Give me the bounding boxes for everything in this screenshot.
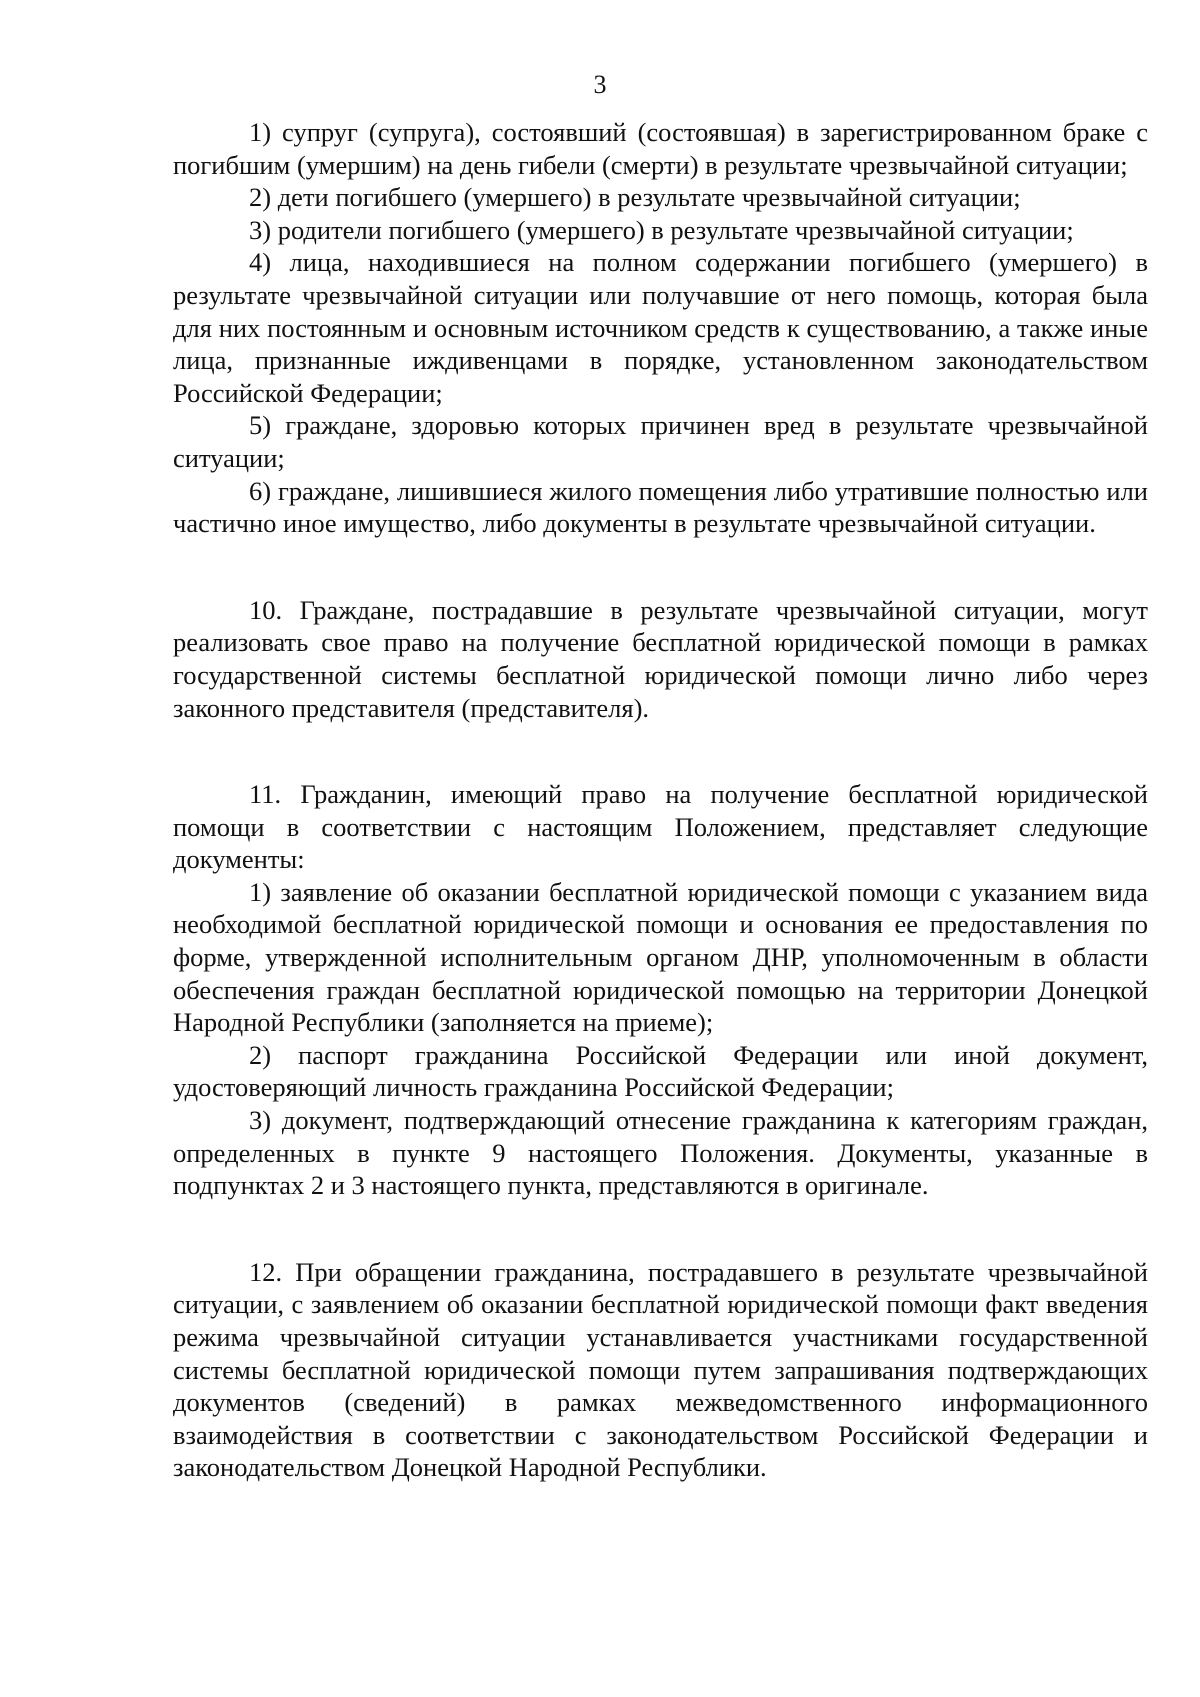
list-item-injured-citizens: 5) граждане, здоровью которых причинен вред в результате чрезвычайной ситуации; (173, 410, 1148, 473)
list-item-spouse: 1) супруг (супруга), состоявший (состоявшая) в зарегистрированном браке с погибшим (умершим) на день гибели (смерти) в результате чрезвычайной ситуации; (173, 117, 1148, 180)
list-item-application: 1) заявление об оказании бесплатной юридической помощи с указанием вида необходимой бесплатной юридической помощи и основания ее предоставления по форме, утвержденной исполнительным органом ДНР, уполномоченным в области обеспечения граждан бесплатной юридической помощью на территории Донецкой Народной Республики (заполняется на приеме); (173, 876, 1148, 1038)
list-item-lost-property: 6) граждане, лишившиеся жилого помещения либо утратившие полностью или частично иное имущество, либо документы в результате чрезвычайной ситуации. (173, 475, 1148, 539)
paragraph-gap (173, 540, 1148, 594)
list-item-dependents: 4) лица, находившиеся на полном содержании погибшего (умершего) в результате чрезвычайной ситуации или получавшие от него помощь, которая была для них постоянным и основным источником средств к существованию, а также иные лица, признанные иждивенцами в порядке, установленном законодательством Российской Федерации; (173, 247, 1148, 408)
list-item-parents: 3) родители погибшего (умершего) в результате чрезвычайной ситуации; (249, 214, 1074, 245)
list-item-category-document: 3) документ, подтверждающий отнесение гражданина к категориям граждан, определенных в пункте 9 настоящего Положения. Документы, указанные в подпунктах 2 и 3 настоящего пункта, представляются в оригинале. (173, 1105, 1148, 1201)
clause-12: 12. При обращении гражданина, пострадавшего в результате чрезвычайной ситуации, с заявлением об оказании бесплатной юридической помощи факт введения режима чрезвычайной ситуации устанавливается участниками государственной системы бесплатной юридической помощи путем запрашивания подтверждающих документов (сведений) в рамках межведомственного информационного взаимодействия в соответствии с законодательством Российской Федерации и законодательством Донецкой Народной Республики. (173, 1256, 1148, 1483)
paragraph-gap (173, 1202, 1148, 1256)
list-item-passport: 2) паспорт гражданина Российской Федерации или иной документ, удостоверяющий личность гражданина Российской Федерации; (173, 1039, 1148, 1103)
clause-11: 11. Гражданин, имеющий право на получение бесплатной юридической помощи в соответствии с настоящим Положением, представляет следующие документы: (173, 779, 1148, 875)
page-number: 3 (593, 70, 607, 99)
clause-10: 10. Граждане, пострадавшие в результате чрезвычайной ситуации, могут реализовать свое право на получение бесплатной юридической помощи в рамках государственной системы бесплатной юридической помощи лично либо через законного представителя (представителя). (173, 594, 1148, 723)
paragraph-gap (173, 724, 1148, 778)
document-body (173, 116, 1148, 1484)
list-item-children: 2) дети погибшего (умершего) в результате чрезвычайной ситуации; (249, 182, 1021, 213)
